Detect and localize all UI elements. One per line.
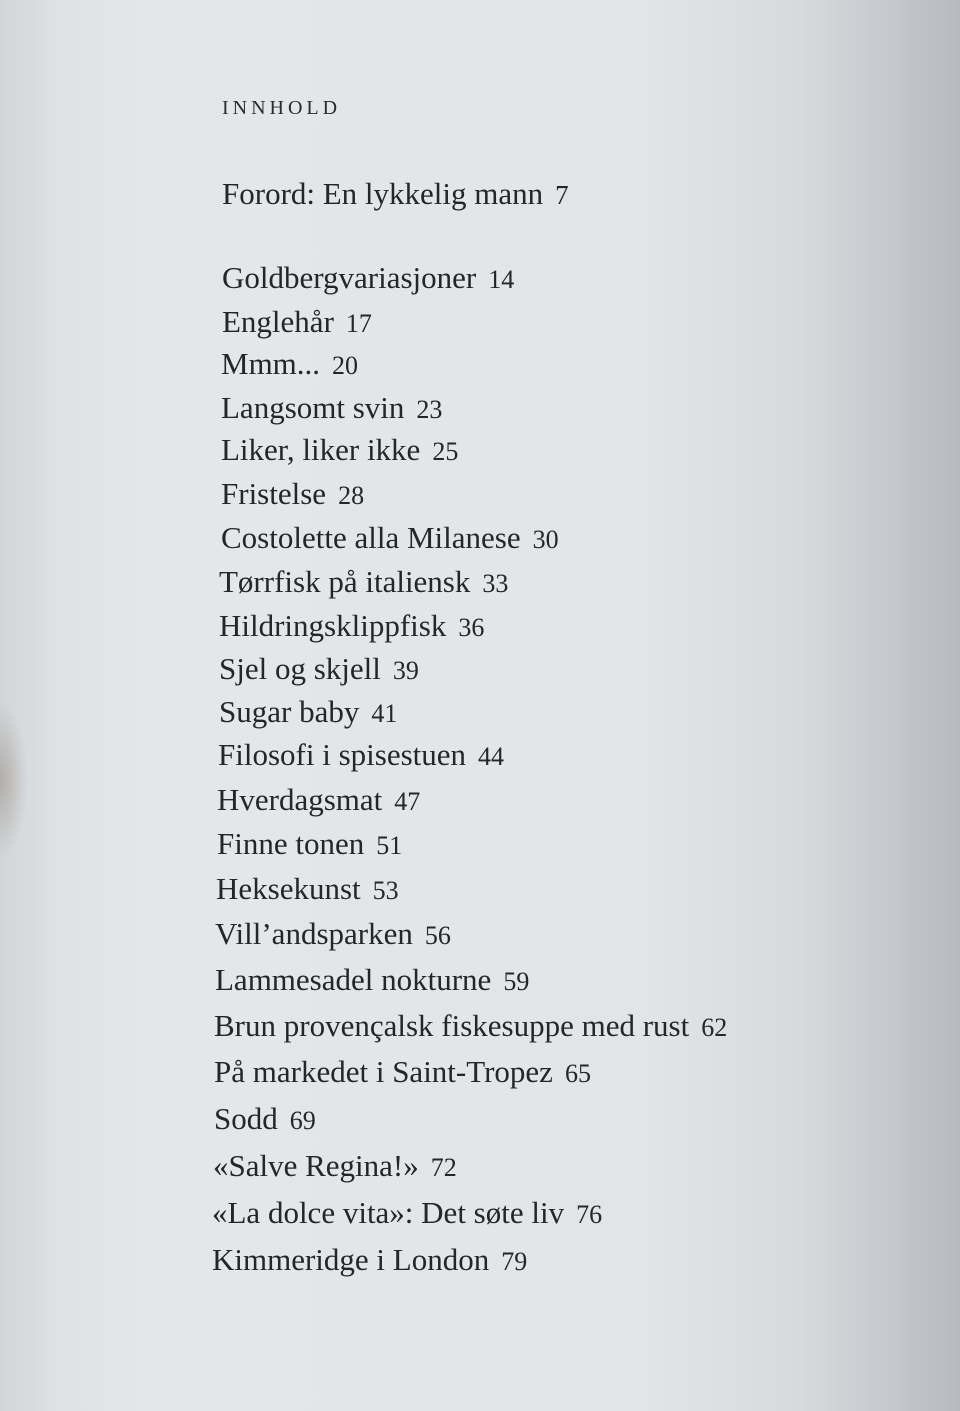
entry-page-number: 69 <box>289 1106 316 1135</box>
entry-title: Costolette alla Milanese <box>221 520 521 555</box>
entry-title: Sodd <box>214 1101 278 1136</box>
entry-title: Hverdagsmat <box>217 782 383 817</box>
entry-page-number: 28 <box>338 481 365 510</box>
entry-page-number: 76 <box>576 1200 603 1229</box>
entry-page-number: 36 <box>458 613 485 642</box>
toc-entry <box>217 826 402 864</box>
toc-entry <box>217 782 420 820</box>
entry-title: Finne tonen <box>217 826 365 861</box>
entry-page-number: 33 <box>482 569 509 598</box>
entry-title: Mmm... <box>221 346 321 381</box>
toc-entry <box>215 916 451 954</box>
toc-entry <box>215 962 529 1000</box>
entry-title: Vill’andsparken <box>215 916 413 951</box>
entry-title: Sugar baby <box>219 694 360 729</box>
entry-page-number: 30 <box>532 525 559 554</box>
entry-title: Sjel og skjell <box>219 651 381 686</box>
entry-page-number: 20 <box>332 351 359 380</box>
toc-entry-foreword <box>222 176 569 213</box>
entry-title: På markedet i Saint-Tropez <box>214 1054 553 1089</box>
entry-page-number: 7 <box>555 180 569 210</box>
entry-title: Liker, liker ikke <box>221 432 421 467</box>
entry-title: Forord: En lykkelig mann <box>222 176 544 211</box>
toc-heading: INNHOLD <box>222 97 342 119</box>
toc-entry <box>221 390 442 428</box>
entry-page-number: 25 <box>432 437 459 466</box>
entry-page-number: 72 <box>430 1153 457 1182</box>
toc-entry <box>214 1101 316 1139</box>
toc-entry <box>218 737 504 775</box>
entry-page-number: 62 <box>701 1013 728 1042</box>
entry-title: Englehår <box>222 304 334 339</box>
entry-title: Kimmeridge i London <box>212 1242 490 1277</box>
toc-entry <box>221 476 364 514</box>
toc-entry <box>221 432 458 470</box>
entry-title: «La dolce vita»: Det søte liv <box>212 1195 565 1230</box>
toc-entry <box>219 694 397 732</box>
entry-page-number: 59 <box>503 967 530 996</box>
toc-entry <box>214 1054 591 1092</box>
entry-page-number: 56 <box>424 921 451 950</box>
entry-title: Tørrfisk på italiensk <box>219 564 471 599</box>
entry-title: Langsomt svin <box>221 390 405 425</box>
entry-page-number: 41 <box>371 699 398 728</box>
toc-entry <box>222 260 514 298</box>
toc-entry <box>212 1242 527 1280</box>
toc-entry <box>219 608 484 646</box>
entry-title: Fristelse <box>221 476 327 511</box>
entry-page-number: 51 <box>376 831 403 860</box>
toc-entry <box>221 520 559 558</box>
entry-title: Goldbergvariasjoner <box>222 260 477 295</box>
toc-entry <box>212 1195 602 1233</box>
entry-title: Brun provençalsk fiskesuppe med rust <box>214 1008 690 1043</box>
entry-title: «Salve Regina!» <box>213 1148 419 1183</box>
toc-entry <box>219 564 508 602</box>
toc-entry <box>216 871 399 909</box>
toc-entry <box>222 304 372 342</box>
entry-page-number: 47 <box>394 787 421 816</box>
entry-title: Hildringsklippfisk <box>219 608 447 643</box>
entry-title: Lammesadel nokturne <box>215 962 492 997</box>
entry-page-number: 23 <box>416 395 443 424</box>
entry-page-number: 14 <box>488 265 515 294</box>
entry-page-number: 17 <box>345 309 372 338</box>
entry-title: Heksekunst <box>216 871 361 906</box>
entry-page-number: 79 <box>501 1247 528 1276</box>
entry-page-number: 53 <box>372 876 399 905</box>
toc-entry <box>219 651 419 689</box>
toc-entry <box>214 1008 727 1046</box>
entry-page-number: 39 <box>392 656 419 685</box>
toc-entry <box>221 346 358 384</box>
entry-page-number: 44 <box>478 742 505 771</box>
toc-entry <box>213 1148 457 1186</box>
entry-page-number: 65 <box>564 1059 591 1088</box>
entry-title: Filosofi i spisestuen <box>218 737 467 772</box>
